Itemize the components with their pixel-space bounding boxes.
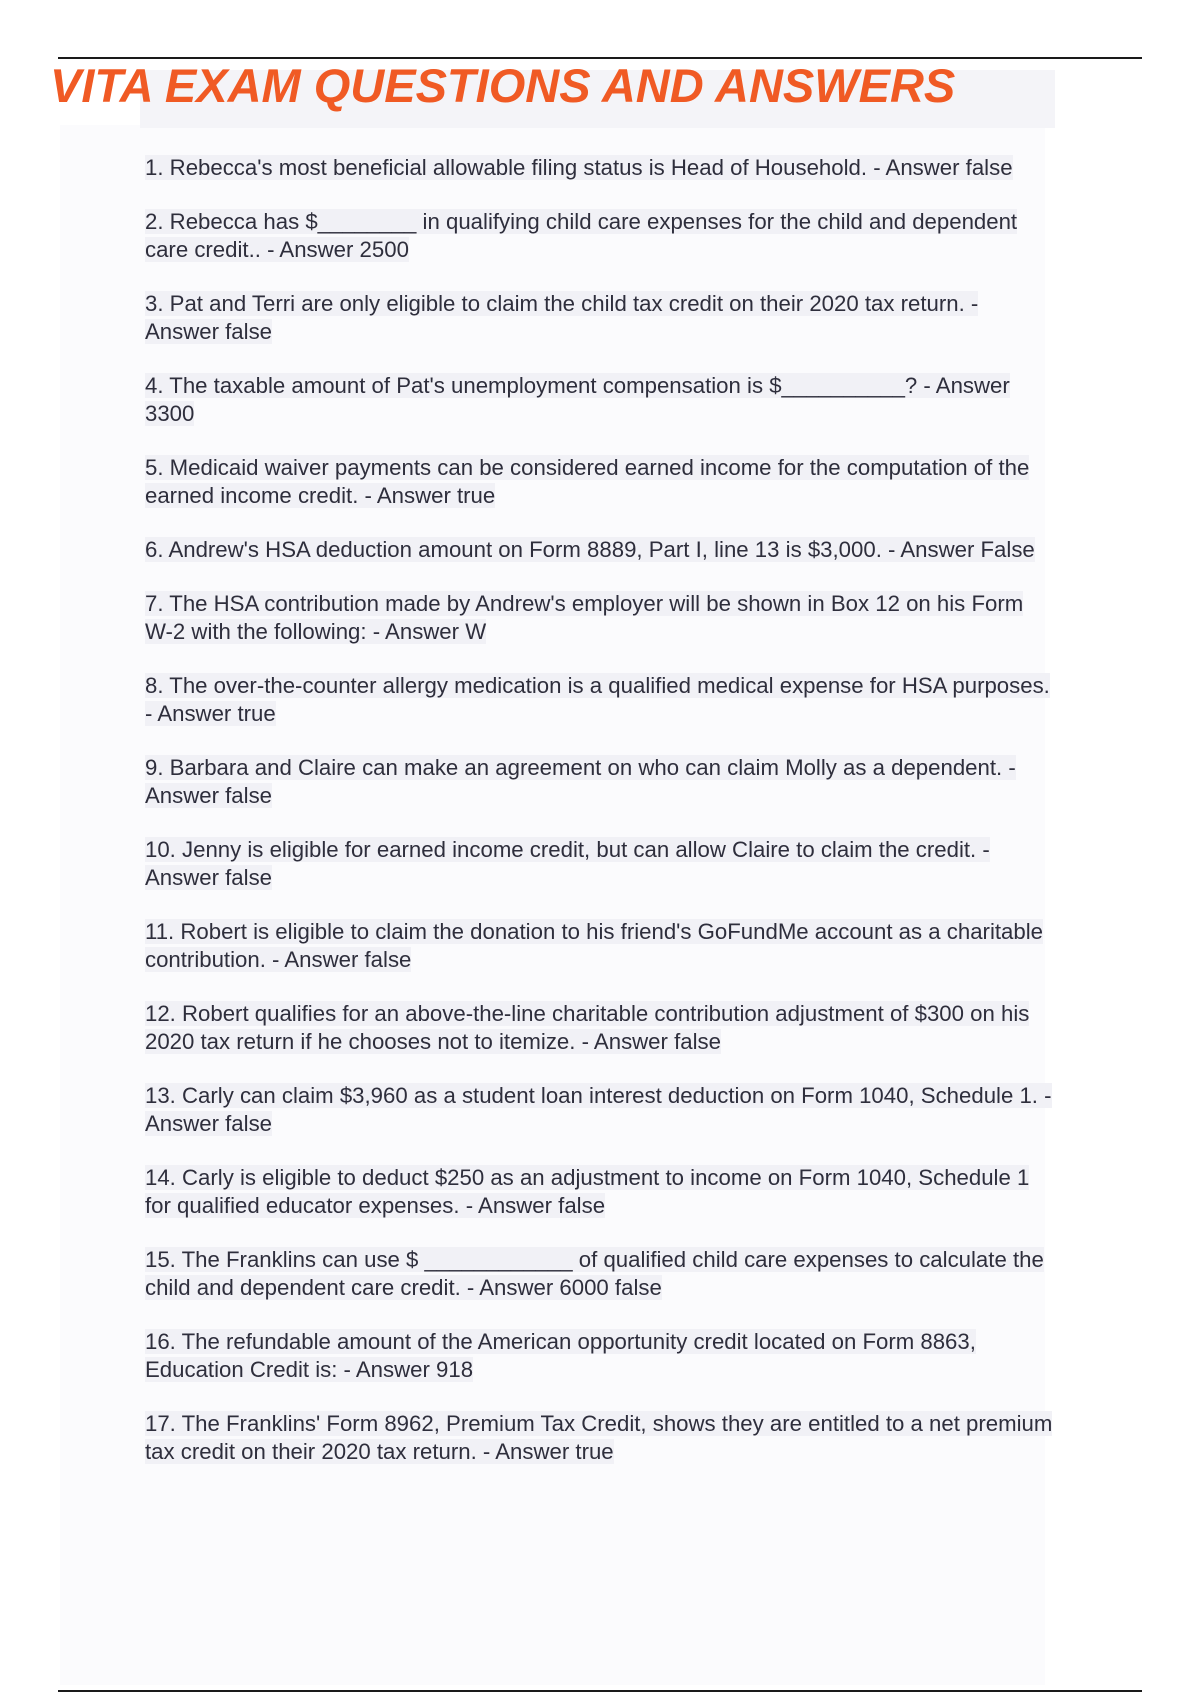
qa-item: [145, 1410, 1055, 1466]
qa-item: [145, 372, 1055, 428]
qa-text: 11. Robert is eligible to claim the donation to his friend's GoFundMe account as a charitable contribution. - Answer false: [145, 919, 1043, 972]
qa-text: 7. The HSA contribution made by Andrew's employer will be shown in Box 12 on his Form W-2 with the following: - Answer W: [145, 591, 1024, 644]
qa-item: [145, 754, 1055, 810]
document-title: VITA EXAM QUESTIONS AND ANSWERS: [50, 59, 956, 112]
qa-text: 1. Rebecca's most beneficial allowable filing status is Head of Household. - Answer false: [145, 155, 1013, 180]
qa-item: [145, 672, 1055, 728]
qa-item: [145, 1164, 1055, 1220]
qa-item: [145, 536, 1055, 564]
qa-text: 9. Barbara and Claire can make an agreement on who can claim Molly as a dependent. - Answer false: [145, 755, 1016, 808]
qa-item: [145, 1246, 1055, 1302]
qa-text: 10. Jenny is eligible for earned income credit, but can allow Claire to claim the credit. - Answer false: [145, 837, 990, 890]
qa-text: 3. Pat and Terri are only eligible to claim the child tax credit on their 2020 tax return. - Answer false: [145, 291, 979, 344]
qa-text: 8. The over-the-counter allergy medication is a qualified medical expense for HSA purposes. - Answer true: [145, 673, 1050, 726]
qa-item: [145, 1082, 1055, 1138]
qa-item: [145, 918, 1055, 974]
qa-text: 12. Robert qualifies for an above-the-line charitable contribution adjustment of $300 on his 2020 tax return if he chooses not to itemize. - Answer false: [145, 1001, 1030, 1054]
qa-text: 14. Carly is eligible to deduct $250 as an adjustment to income on Form 1040, Schedule 1 for qualified educator expenses. - Answer false: [145, 1165, 1030, 1218]
qa-item: [145, 208, 1055, 264]
qa-item: [145, 590, 1055, 646]
qa-text: 15. The Franklins can use $ ____________ of qualified child care expenses to calculate the child and dependent care credit. - Answer 6000 false: [145, 1247, 1044, 1300]
qa-text: 13. Carly can claim $3,960 as a student loan interest deduction on Form 1040, Schedule 1. - Answer false: [145, 1083, 1052, 1136]
qa-list: [145, 154, 1055, 1492]
qa-text: 17. The Franklins' Form 8962, Premium Tax Credit, shows they are entitled to a net premium tax credit on their 2020 tax return. - Answer true: [145, 1411, 1053, 1464]
bottom-divider: [58, 1690, 1142, 1692]
qa-text: 4. The taxable amount of Pat's unemployment compensation is $__________? - Answer 3300: [145, 373, 1010, 426]
qa-text: 6. Andrew's HSA deduction amount on Form 8889, Part I, line 13 is $3,000. - Answer False: [145, 537, 1035, 562]
qa-item: [145, 290, 1055, 346]
qa-item: [145, 1328, 1055, 1384]
qa-item: [145, 1000, 1055, 1056]
qa-item: [145, 154, 1055, 182]
qa-item: [145, 836, 1055, 892]
qa-item: [145, 454, 1055, 510]
qa-text: 5. Medicaid waiver payments can be considered earned income for the computation of the earned income credit. - Answer true: [145, 455, 1030, 508]
qa-text: 2. Rebecca has $________ in qualifying child care expenses for the child and dependent care credit.. - Answer 2500: [145, 209, 1018, 262]
qa-text: 16. The refundable amount of the American opportunity credit located on Form 8863, Education Credit is: - Answer 918: [145, 1329, 976, 1382]
